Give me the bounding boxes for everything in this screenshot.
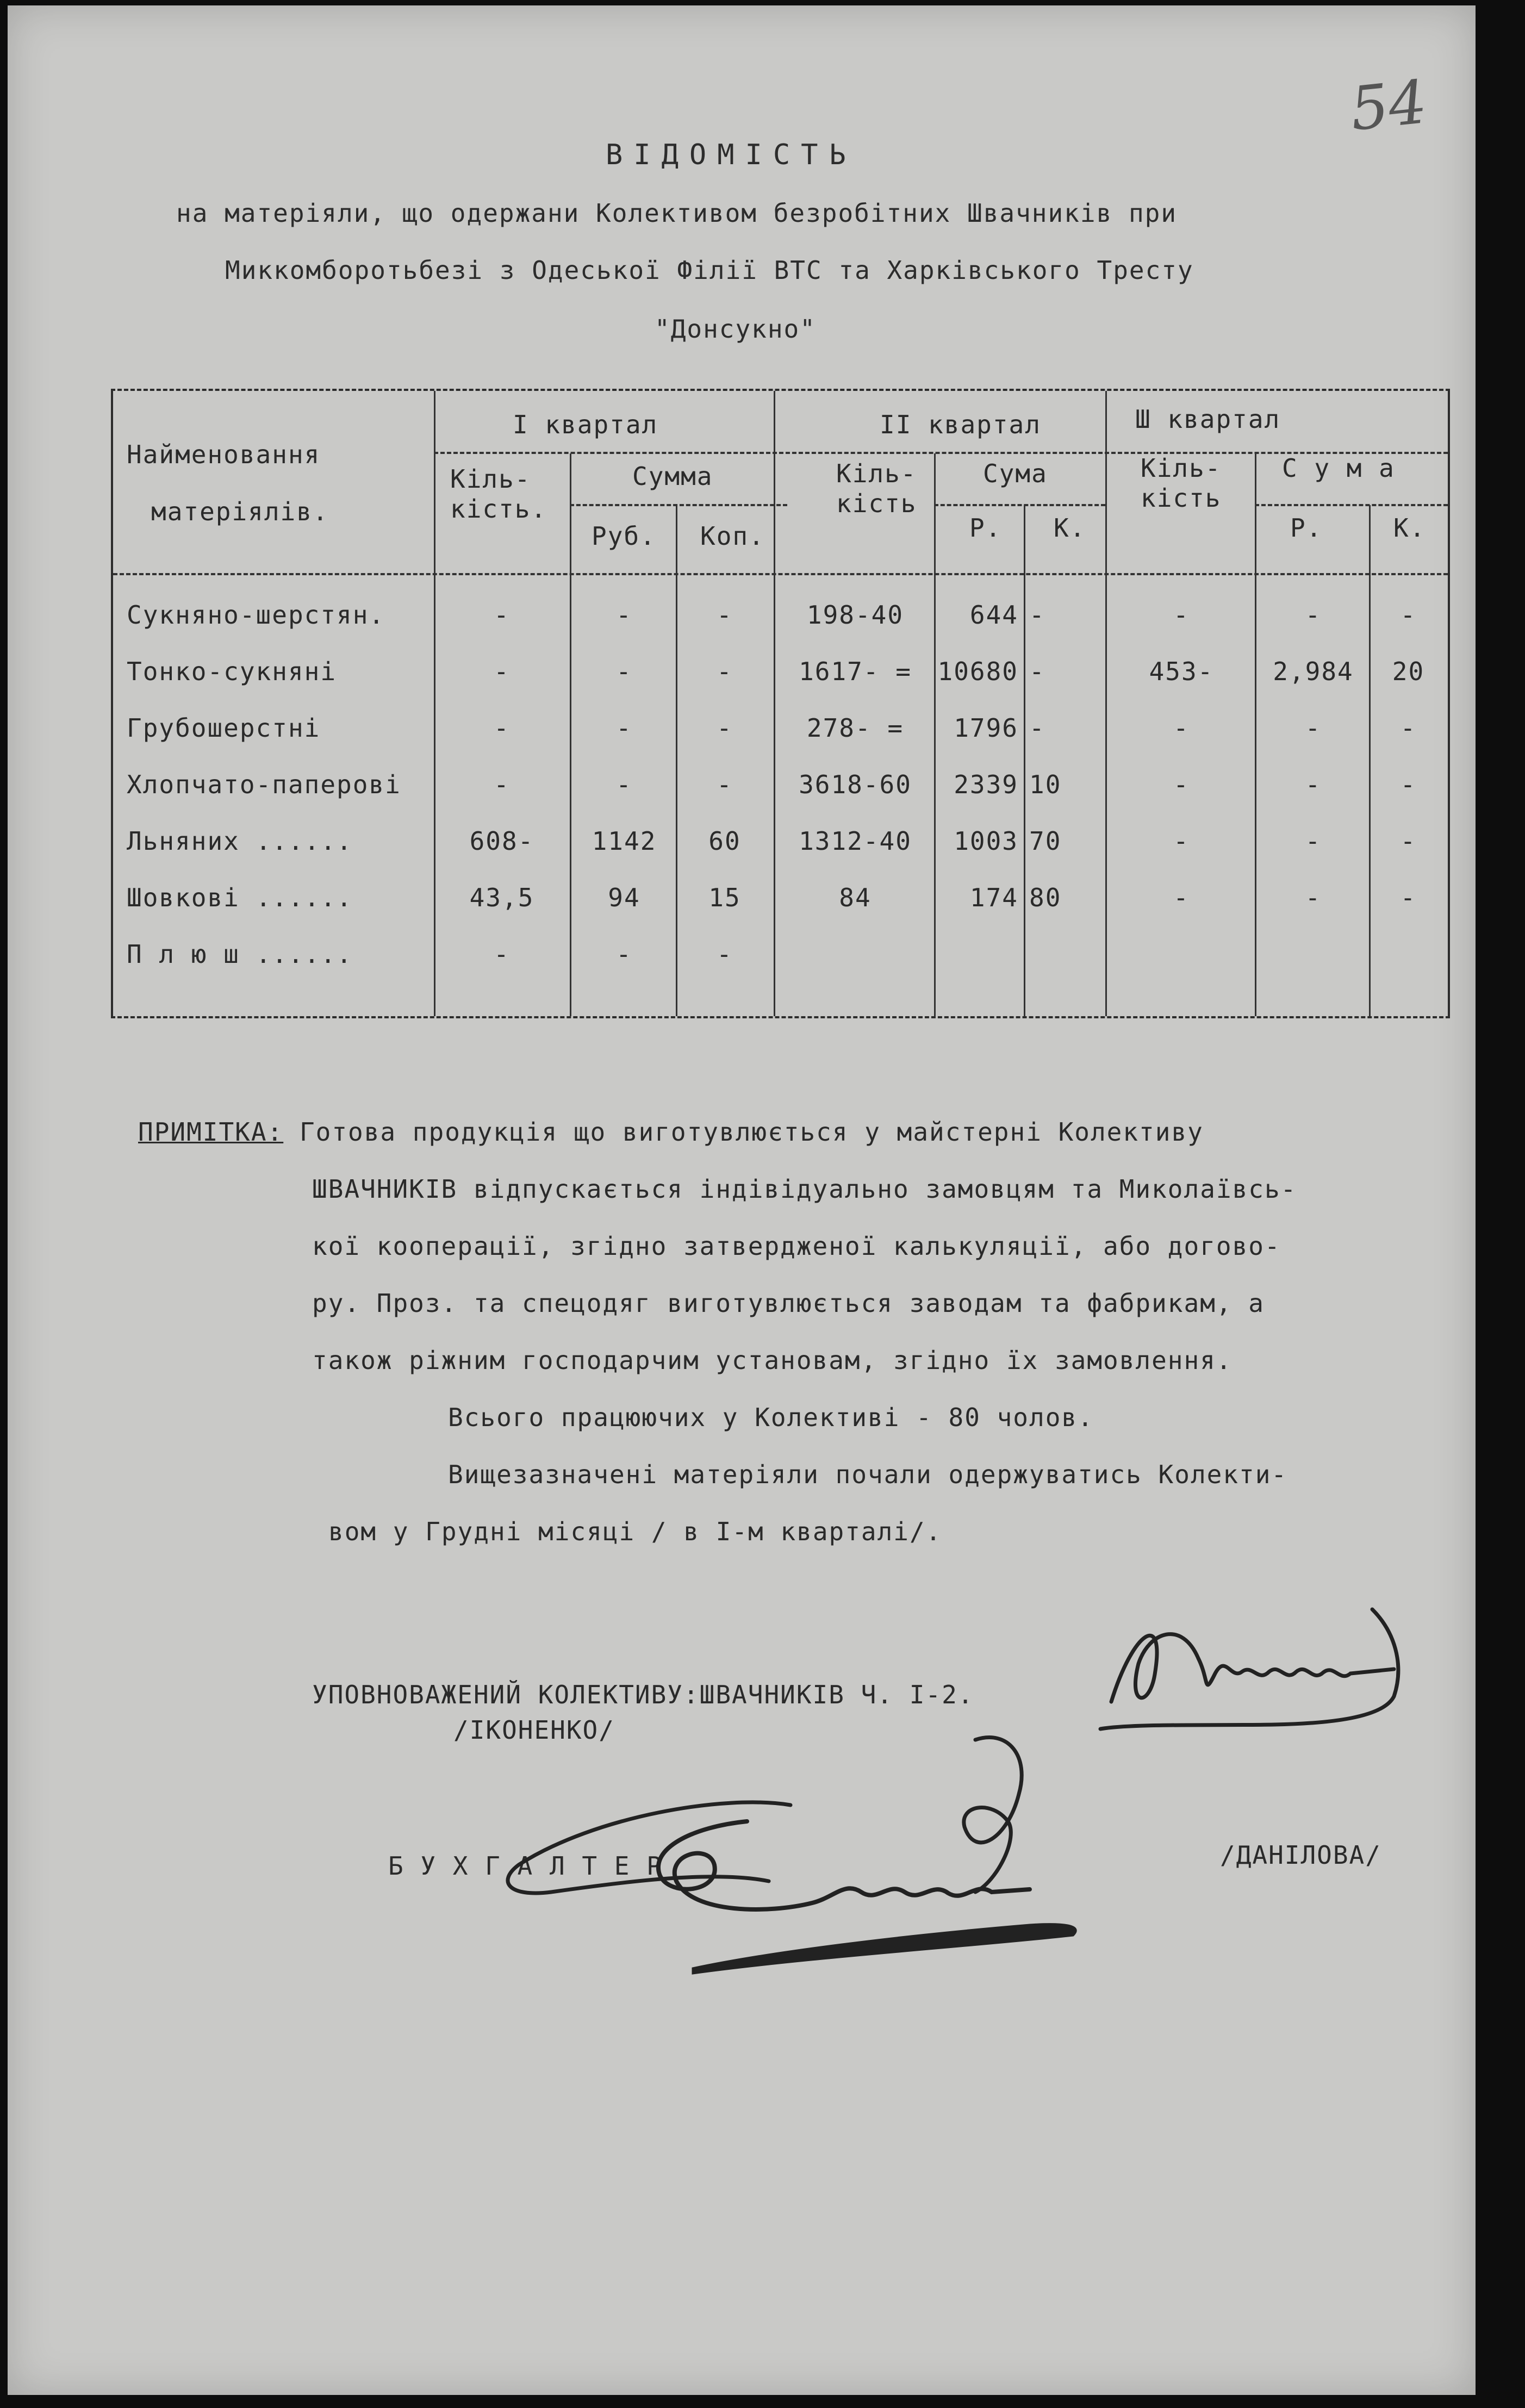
header-q1-rub: Руб. [592,521,656,551]
row-coarse-wool-c1: - [494,713,510,743]
header-q3-k: К. [1393,513,1426,543]
table-divider [1369,505,1371,1016]
row-linen-c1: 608- [469,826,534,856]
row-fine-cloth-c1: - [494,657,510,686]
row-fine-cloth-c5: 10680 [937,657,1018,686]
table-divider [934,453,936,1016]
row-silk-c9: - [1400,883,1417,912]
row-linen-c5: 1003 [954,826,1018,856]
row-silk-c1: 43,5 [469,883,534,912]
subtitle-line-1: на матеріяли, що одержани Колективом безробітних Швачників при [176,198,1178,228]
row-fine-cloth-c7: 453- [1149,657,1214,686]
header-q1-qty-1: Кіль- [450,464,531,494]
subtitle-line-3: "Донсукно" [655,314,816,344]
row-silk-c8: - [1305,883,1322,912]
row-linen-c4: 1312-40 [799,826,912,856]
row-cotton-c2: - [616,770,632,799]
row-fine-cloth-c8: 2,984 [1273,657,1354,686]
header-q1: I квартал [513,410,658,439]
header-q1-kop: Коп. [700,521,765,551]
table-divider [1024,505,1025,1016]
row-wool-cloth-c3: - [717,600,733,630]
row-plush-c3: - [717,939,733,969]
row-cotton-c7: - [1173,770,1190,799]
row-fine-cloth-c6: - [1029,657,1045,686]
table-divider [676,505,677,1016]
table-rule [934,504,1105,506]
row-wool-cloth-c2: - [616,600,632,630]
header-q2: II квартал [880,410,1041,439]
row-silk-c7: - [1173,883,1190,912]
table-rule [113,573,1448,575]
table-rule [570,504,787,506]
row-silk-c3: 15 [708,883,741,912]
table-divider [434,391,435,1016]
header-q2-k: К. [1054,513,1086,543]
row-fine-cloth-c9: 20 [1392,657,1425,686]
header-q3-qty-1: Кіль- [1141,453,1222,483]
row-wool-cloth-c4: 198-40 [806,600,904,630]
header-q2-r: Р. [969,513,1002,543]
header-q2-qty-1: Кіль- [836,459,917,488]
row-wool-cloth-name: Сукняно-шерстян. [127,600,385,630]
authorized-signature-icon [1068,1566,1421,1745]
row-cotton-c3: - [717,770,733,799]
row-silk-c6: 80 [1029,883,1062,912]
row-coarse-wool-c4: 278- = [806,713,904,743]
row-cotton-c4: 3618-60 [799,770,912,799]
header-q3: Ш квартал [1135,405,1281,434]
row-linen-c2: 1142 [592,826,657,856]
row-coarse-wool-c9: - [1400,713,1417,743]
subtitle-line-2: Миккомборотьбезі з Одеської Філії ВТС та Харківського Тресту [225,256,1194,285]
row-fine-cloth-c3: - [717,657,733,686]
header-q3-sum: С у м а [1282,453,1395,483]
row-wool-cloth-c7: - [1173,600,1190,630]
row-plush-c2: - [616,939,632,969]
row-silk-c2: 94 [608,883,640,912]
row-linen-c8: - [1305,826,1322,856]
row-cotton-c1: - [494,770,510,799]
document-title: ВІДОМІСТЬ [606,139,857,171]
row-linen-c9: - [1400,826,1417,856]
row-coarse-wool-c3: - [717,713,733,743]
header-name-2: матеріялів. [151,497,329,526]
row-fine-cloth-c2: - [616,657,632,686]
header-name-1: Найменовання [127,440,321,469]
row-wool-cloth-c8: - [1305,600,1322,630]
row-coarse-wool-c7: - [1173,713,1190,743]
table-divider [570,453,571,1016]
accountant-label: Б У Х Г А Л Т Е Р [388,1851,663,1881]
table-divider [1255,453,1256,1016]
note-line-3: кої кооперації, згідно затвердженої калькуляції, або догово- [312,1231,1281,1261]
row-wool-cloth-c5: 644 [969,600,1018,630]
row-cotton-c9: - [1400,770,1417,799]
row-plush-name: П л ю ш ...... [127,939,353,969]
row-silk-c4: 84 [839,883,872,912]
row-plush-c1: - [494,939,510,969]
row-linen-name: Льняних ...... [127,826,353,856]
row-wool-cloth-c9: - [1400,600,1417,630]
row-silk-c5: 174 [969,883,1018,912]
row-cotton-c6: 10 [1029,770,1062,799]
header-q1-qty-2: кість. [450,494,547,524]
row-silk-name: Шовкові ...... [127,883,353,912]
note-line-7: Вищезазначені матеріяли почали одержуватись Колекти- [448,1460,1288,1489]
row-coarse-wool-c8: - [1305,713,1322,743]
note-line-5: також ріжним господарчим установам, згідно їх замовлення. [312,1346,1233,1375]
header-q3-r: Р. [1290,513,1323,543]
row-coarse-wool-c6: - [1029,713,1045,743]
row-coarse-wool-c5: 1796 [954,713,1018,743]
row-linen-c3: 60 [708,826,741,856]
header-q1-sum: Сумма [632,462,713,491]
row-fine-cloth-c4: 1617- = [799,657,912,686]
header-q3-qty-2: кість [1141,483,1222,513]
header-q2-qty-2: кість [836,489,917,518]
page-number: 54 [1347,67,1430,144]
note-text-1: Готова продукція що виготувлюється у майстерні Колективу [283,1117,1204,1147]
row-linen-c7: - [1173,826,1190,856]
accountant-name: /ДАНІЛОВА/ [1220,1840,1381,1870]
table-divider [1105,391,1107,1016]
row-coarse-wool-name: Грубошерстні [127,713,321,743]
row-cotton-c8: - [1305,770,1322,799]
note-line-2: ШВАЧНИКІВ відпускається індівідуально замовцям та Миколаївсь- [312,1174,1297,1204]
row-wool-cloth-c6: - [1029,600,1045,630]
note-line-6: Всього працюючих у Колективі - 80 чолов. [448,1403,1094,1432]
table-divider [774,391,775,1016]
authorized-name: /ІКОНЕНКО/ [453,1715,615,1745]
row-linen-c6: 70 [1029,826,1062,856]
note-line-4: ру. Проз. та спецодяг виготувлюється заводам та фабрикам, а [312,1289,1265,1318]
document-page [8,5,1476,2395]
row-cotton-c5: 2339 [954,770,1018,799]
note-line-1 [138,1117,1204,1147]
row-wool-cloth-c1: - [494,600,510,630]
header-q2-sum: Сума [983,459,1048,488]
row-cotton-name: Хлопчато-паперові [127,770,401,799]
accountant-signature-icon [486,1718,1117,2001]
note-line-8: вом у Грудні місяці / в І-м кварталі/. [328,1517,942,1546]
row-coarse-wool-c2: - [616,713,632,743]
row-fine-cloth-name: Тонко-сукняні [127,657,337,686]
note-label: ПРИМІТКА: [138,1117,284,1147]
materials-table [111,389,1450,1018]
table-rule [1255,504,1448,506]
authorized-signatory: УПОВНОВАЖЕНИЙ КОЛЕКТИВУ:ШВАЧНИКІВ Ч. І-2. [312,1680,974,1709]
